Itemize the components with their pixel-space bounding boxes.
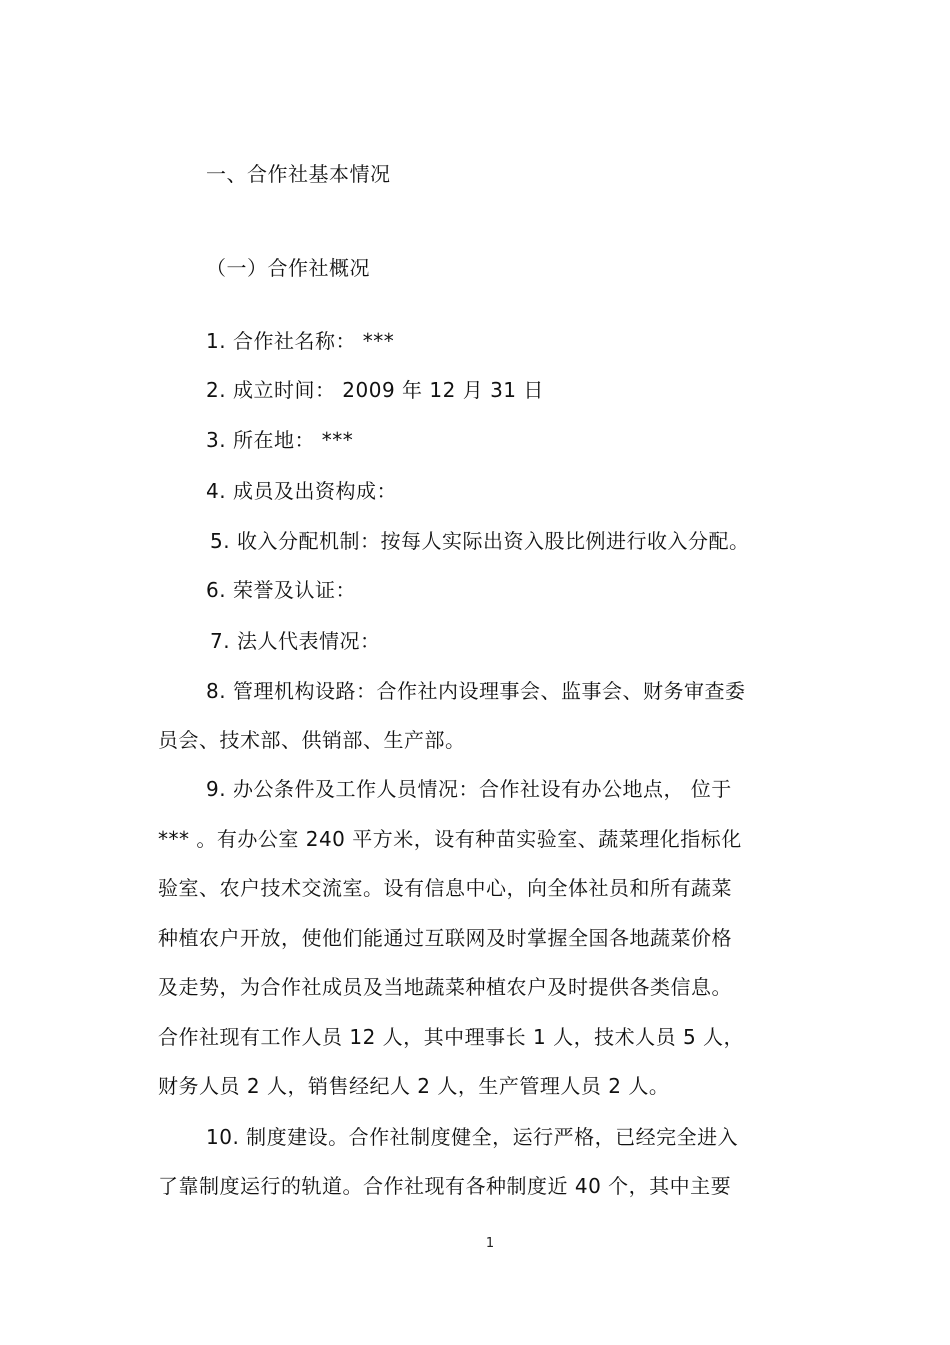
section-heading: 一、合作社基本情况: [206, 162, 391, 186]
item-legal-representative: 7. 法人代表情况：: [210, 629, 381, 653]
item-establish-date: 2. 成立时间： 2009 年 12 月 31 日: [206, 378, 544, 402]
paragraph-line: 种植农户开放，使他们能通过互联网及时掌握全国各地蔬菜价格: [158, 926, 732, 950]
paragraph-line: 合作社现有工作人员 12 人，其中理事长 1 人，技术人员 5 人，: [158, 1025, 745, 1049]
item-location: 3. 所在地： ***: [206, 428, 354, 452]
item-members-capital: 4. 成员及出资构成：: [206, 479, 397, 503]
item-system-construction: 10. 制度建设。合作社制度健全，运行严格，已经完全进入: [206, 1125, 739, 1149]
item-office-staff: 9. 办公条件及工作人员情况：合作社设有办公地点， 位于: [206, 777, 732, 801]
item-honors: 6. 荣誉及认证：: [206, 578, 356, 602]
paragraph-line: 验室、农户技术交流室。设有信息中心，向全体社员和所有蔬菜: [158, 876, 732, 900]
paragraph-line: 员会、技术部、供销部、生产部。: [158, 728, 466, 752]
paragraph-line: 了靠制度运行的轨道。合作社现有各种制度近 40 个，其中主要: [158, 1174, 732, 1198]
item-income-distribution: 5. 收入分配机制：按每人实际出资入股比例进行收入分配。: [210, 529, 750, 553]
item-cooperative-name: 1. 合作社名称： ***: [206, 329, 395, 353]
paragraph-line: 财务人员 2 人，销售经纪人 2 人，生产管理人员 2 人。: [158, 1074, 670, 1098]
page-number: 1: [485, 1236, 495, 1251]
paragraph-line: *** 。有办公室 240 平方米，设有种苗实验室、蔬菜理化指标化: [158, 827, 742, 851]
item-management-structure: 8. 管理机构设路：合作社内设理事会、监事会、财务审查委: [206, 679, 746, 703]
paragraph-line: 及走势，为合作社成员及当地蔬菜种植农户及时提供各类信息。: [158, 975, 732, 999]
subsection-heading: （一）合作社概况: [206, 256, 370, 280]
